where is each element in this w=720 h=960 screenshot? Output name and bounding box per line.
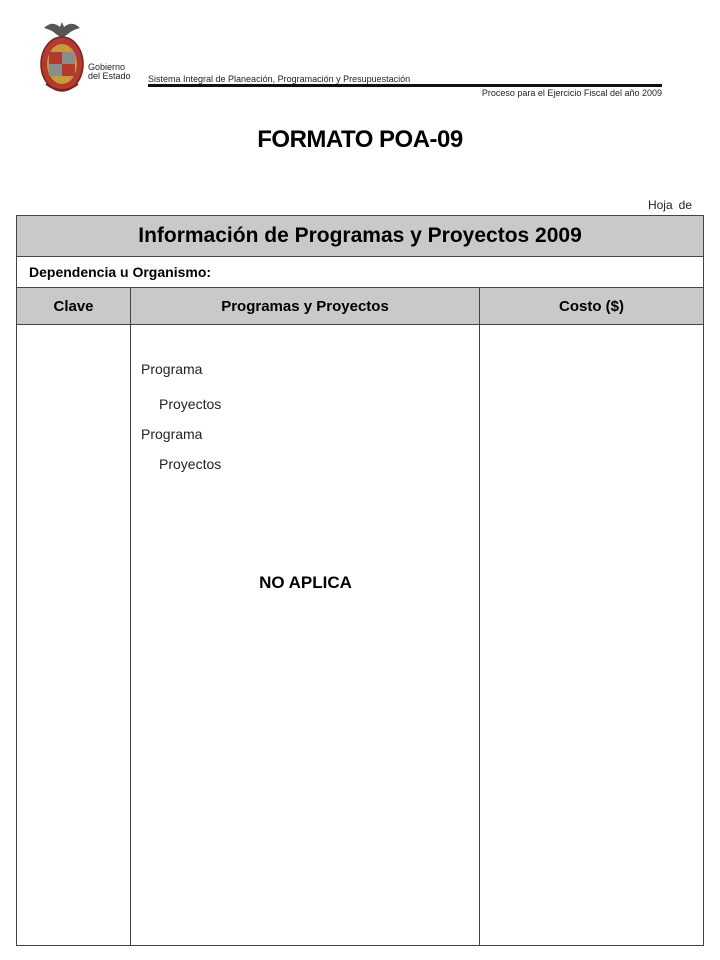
format-title: FORMATO POA-09 (257, 126, 463, 153)
program-entry: Programa (141, 426, 203, 442)
process-line: Proceso para el Ejercicio Fiscal del año 2009 (481, 88, 662, 98)
government-label-line1: Gobierno (88, 62, 126, 72)
programs-form (16, 215, 704, 946)
dependency-row (17, 257, 703, 288)
project-entry: Proyectos (159, 396, 222, 412)
system-title: Sistema Integral de Planeación, Programación y Presupuestación (148, 74, 411, 84)
not-applicable-note: NO APLICA (259, 573, 352, 592)
program-entry: Programa (141, 361, 203, 377)
column-header-key: Clave (17, 288, 131, 325)
sheet-number (648, 198, 692, 212)
project-entry: Proyectos (159, 456, 222, 472)
state-coat-of-arms-icon (38, 18, 86, 96)
column-header-programs: Programas y Proyectos (131, 288, 480, 325)
programs-column-cell (131, 325, 480, 945)
key-column-cell (17, 325, 131, 945)
sheet-label: Hoja (647, 198, 673, 212)
form-title: Información de Programas y Proyectos 2009 (17, 216, 703, 257)
dependency-label: Dependencia u Organismo: (29, 264, 212, 280)
government-label-line2: del Estado (88, 71, 131, 81)
header-divider (148, 84, 662, 87)
government-label (88, 63, 131, 81)
sheet-of-label: de (678, 198, 692, 212)
column-header-cost: Costo ($) (480, 288, 703, 325)
cost-column-cell (480, 325, 703, 945)
